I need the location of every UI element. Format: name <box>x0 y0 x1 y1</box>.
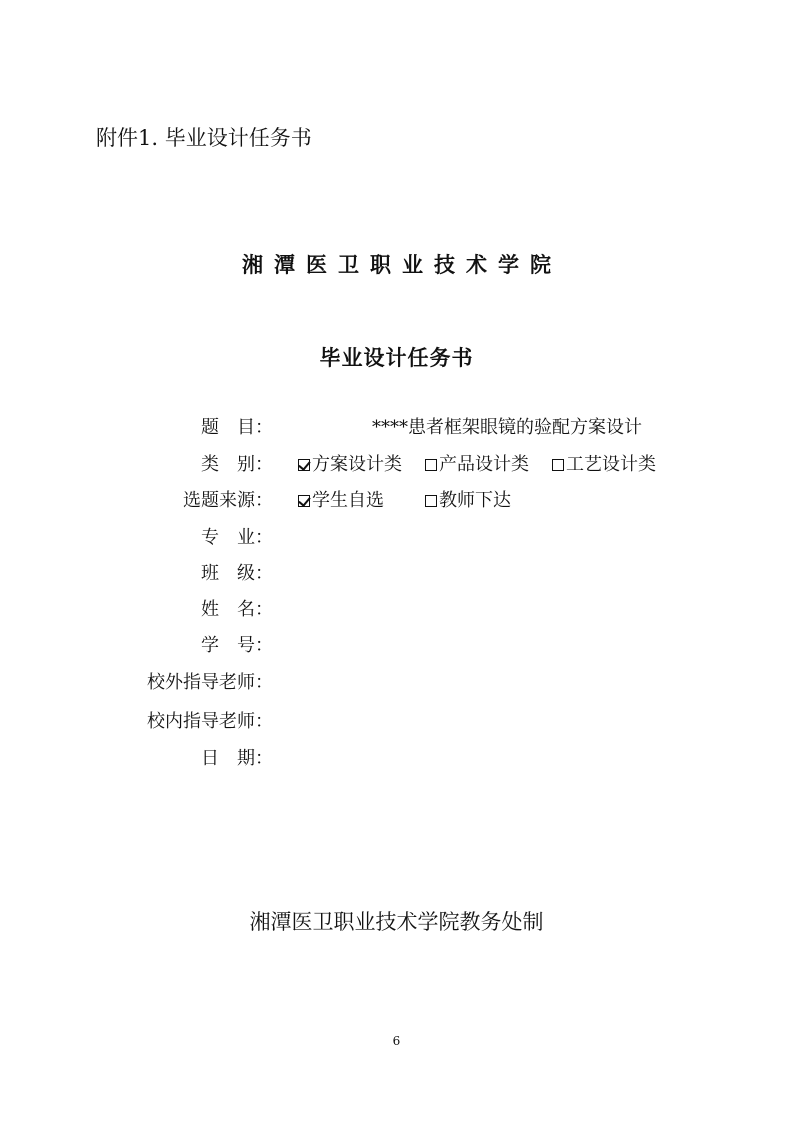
source-label: 选题来源： <box>183 490 273 511</box>
category-option-label: 工艺设计类 <box>566 454 656 475</box>
category-label: 类 别： <box>201 454 273 475</box>
checked-box-icon[interactable] <box>298 495 310 507</box>
source-option-student[interactable] <box>298 489 384 513</box>
issuer-footer: 湘潭医卫职业技术学院教务处制 <box>249 910 544 934</box>
document-title: 毕业设计任务书 <box>319 346 474 370</box>
college-name: 湘潭医卫职业技术学院 <box>242 253 562 277</box>
source-option-label: 学生自选 <box>312 490 384 511</box>
category-option-label: 产品设计类 <box>439 454 529 475</box>
name-label: 姓 名： <box>201 599 273 620</box>
date-label: 日 期： <box>201 748 273 769</box>
attachment-heading: 附件1. 毕业设计任务书 <box>96 126 312 150</box>
class-label: 班 级： <box>201 563 273 584</box>
category-option-product[interactable] <box>425 453 529 477</box>
checkbox-icon[interactable] <box>552 459 564 471</box>
topic-value: ****患者框架眼镜的验配方案设计 <box>372 417 642 438</box>
source-option-teacher[interactable] <box>425 489 511 513</box>
student-id-label: 学 号： <box>201 635 273 656</box>
checked-box-icon[interactable] <box>298 459 310 471</box>
internal-advisor-label: 校内指导老师： <box>147 711 273 732</box>
category-option-label: 方案设计类 <box>312 454 402 475</box>
source-option-label: 教师下达 <box>439 490 511 511</box>
category-option-process[interactable] <box>552 453 656 477</box>
external-advisor-label: 校外指导老师： <box>147 672 273 693</box>
page-number: 6 <box>392 1034 401 1048</box>
checkbox-icon[interactable] <box>425 459 437 471</box>
checkbox-icon[interactable] <box>425 495 437 507</box>
topic-label: 题 目： <box>201 417 273 438</box>
category-option-scheme[interactable] <box>298 453 402 477</box>
major-label: 专 业： <box>201 527 273 548</box>
